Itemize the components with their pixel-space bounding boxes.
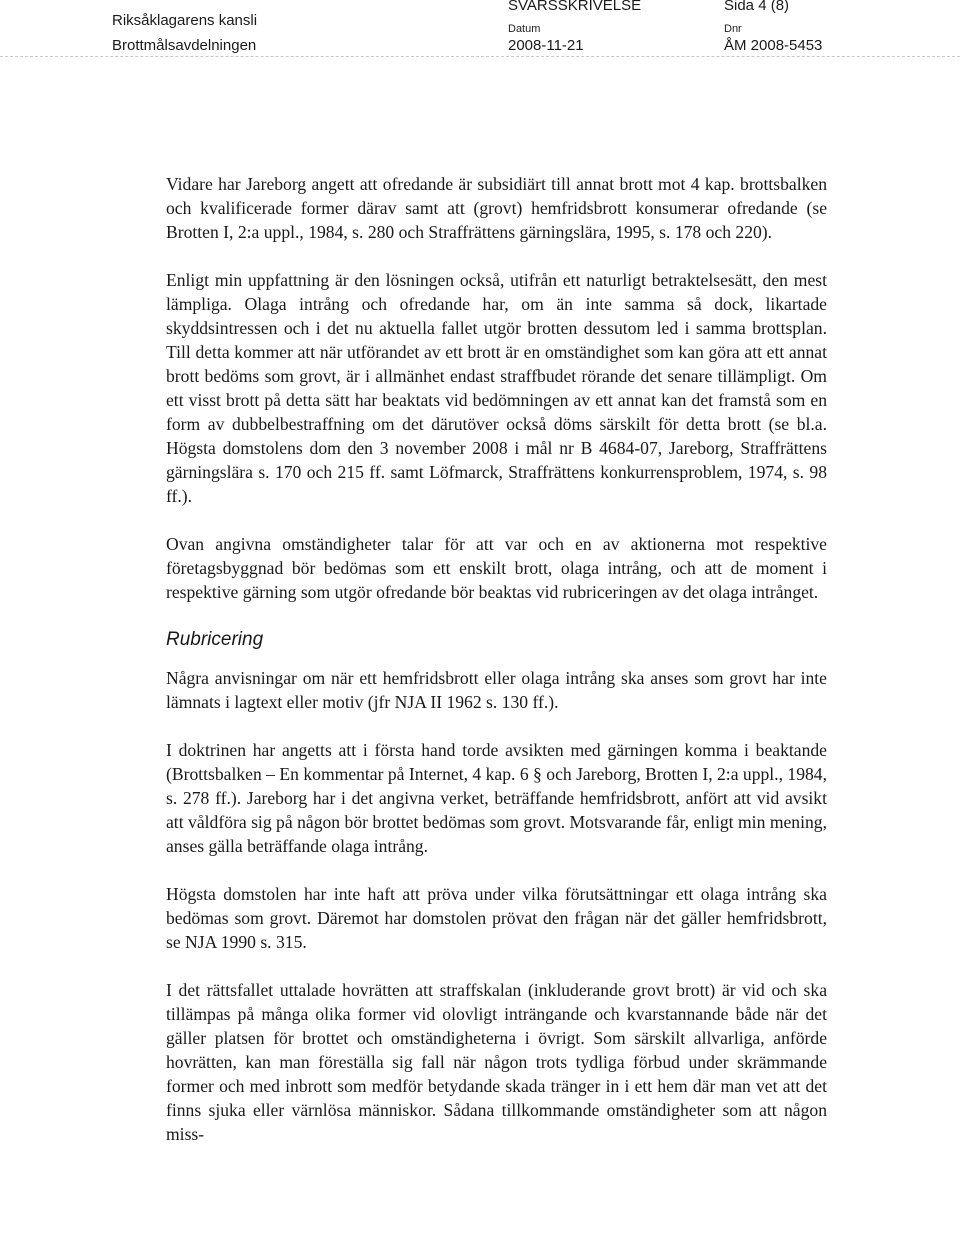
paragraph-3: Ovan angivna omständigheter talar för att var och en av aktionerna mot respektive företagsbyggnad bör bedömas som ett enskilt brott, olaga intrång, och att de moment i respektive gärning som utgör ofredande bör beaktas vid rubriceringen av det olaga intrånget. bbox=[166, 534, 827, 602]
paragraph-5: I doktrinen har angetts att i första hand torde avsikten med gärningen komma i beaktande (Brottsbalken – En kommentar på Internet, 4 kap. 6 § och Jareborg, Brotten I, 2:a uppl., 1984, s. 278 ff.). Jareborg har i det angivna verket, beträffande hemfridsbrott, anfört att vid avsikt att våldföra sig på någon bör brottet bedömas som grovt. Motsvarande får, enligt min mening, anses gälla beträffande olaga intrång. bbox=[166, 740, 827, 856]
department-name: Brottmålsavdelningen bbox=[112, 37, 257, 54]
document-type: SVARSSKRIVELSE bbox=[508, 0, 642, 14]
document-header bbox=[0, 0, 960, 60]
paragraph-4: Några anvisningar om när ett hemfridsbrott eller olaga intrång ska anses som grovt har inte lämnats i lagtext eller motiv (jfr NJA II 1962 s. 130 ff.). bbox=[166, 668, 827, 712]
dnr-label: Dnr bbox=[724, 23, 742, 35]
paragraph-7: I det rättsfallet uttalade hovrätten att straffskalan (inkluderande grovt brott) är vid och ska tillämpas på många olika former vid olovligt inträngande och kvarstannande både när det gäller platsen för brottet och omständigheterna i övrigt. Som särskilt allvarliga, anförde hovrätten, kan man föreställa sig fall när någon trots tydliga förbud under skrämmande former och med inbrott som medför betydande skada tränger in i ett hem där man vet att det finns sjuka eller värnlösa människor. Sådana tillkommande omständigheter som att någon miss- bbox=[166, 980, 827, 1144]
paragraph-6: Högsta domstolen har inte haft att pröva under vilka förutsättningar ett olaga intrång ska bedömas som grovt. Däremot har domstolen prövat den frågan när det gäller hemfridsbrott, se NJA 1990 s. 315. bbox=[166, 884, 827, 952]
paragraph-1: Vidare har Jareborg angett att ofredande är subsidiärt till annat brott mot 4 kap. brottsbalken och kvalificerade former därav samt att (grovt) hemfridsbrott konsumerar ofredande (se Brotten I, 2:a uppl., 1984, s. 280 och Straffrättens gärningslära, 1995, s. 178 och 220). bbox=[166, 174, 827, 242]
document-body bbox=[166, 172, 827, 1146]
header-divider bbox=[0, 56, 960, 57]
date-value: 2008-11-21 bbox=[508, 37, 584, 54]
paragraph-2: Enligt min uppfattning är den lösningen också, utifrån ett naturligt betraktelsesätt, den mest lämpliga. Olaga intrång och ofredande har, om än inte samma så dock, likartade skyddsintressen och i det nu aktuella fallet utgör brotten dessutom led i samma brottsplan. Till detta kommer att när utförandet av ett brott är en omständighet som kan göra att ett annat brott bedöms som grovt, är i allmänhet endast straffbudet rörande det senare tillämpligt. Om ett visst brott på detta sätt har beaktats vid bedömningen av ett annat kan det framstå som en form av dubbelbestraffning om det därutöver också döms särskilt för detta brott (se bl.a. Högsta domstolens dom den 3 november 2008 i mål nr B 4684-07, Jareborg, Straffrättens gärningslära s. 170 och 215 ff. samt Löfmarck, Straffrättens konkurrensproblem, 1974, s. 98 ff.). bbox=[166, 270, 827, 506]
organization-name: Riksåklagarens kansli bbox=[112, 12, 258, 29]
dnr-value: ÅM 2008-5453 bbox=[724, 37, 823, 54]
date-label: Datum bbox=[508, 23, 541, 35]
page-number: Sida 4 (8) bbox=[724, 0, 790, 14]
section-heading: Rubricering bbox=[166, 629, 264, 650]
